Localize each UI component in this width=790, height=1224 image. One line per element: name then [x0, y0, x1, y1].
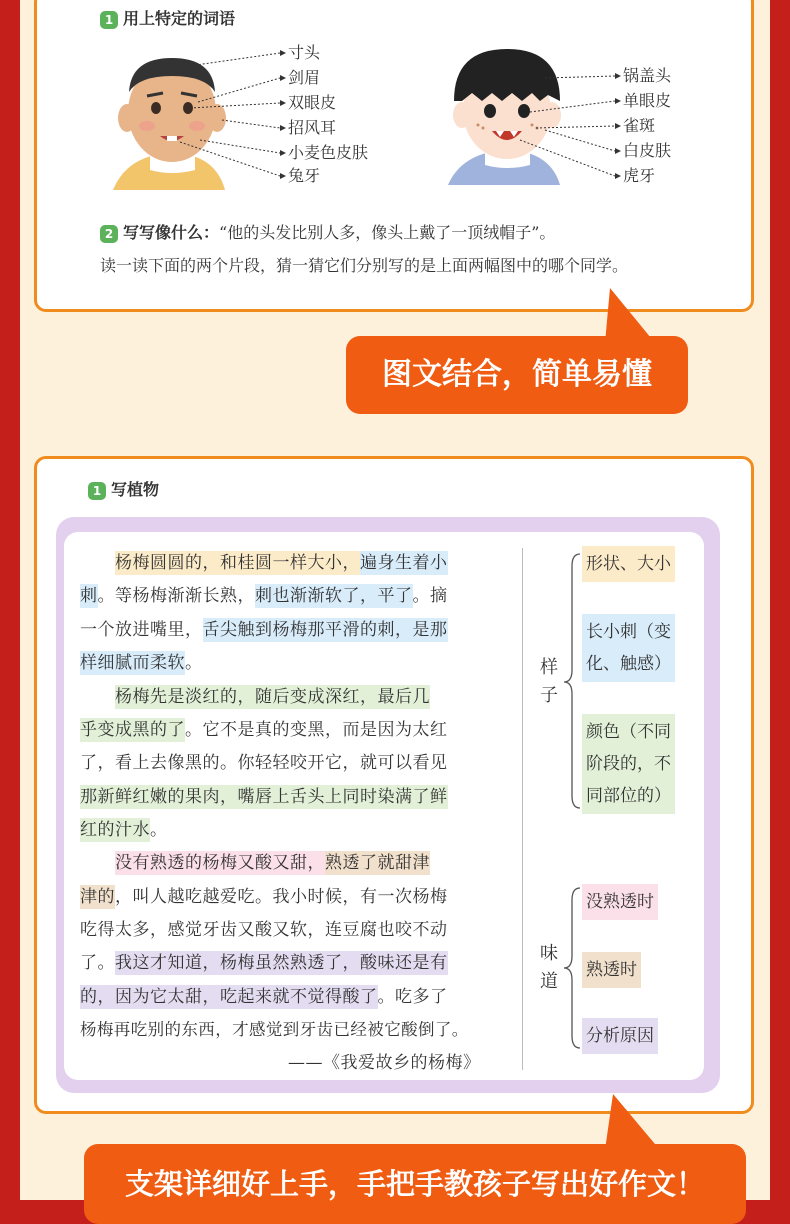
label-shuang-yan-pi: 双眼皮 — [288, 93, 337, 112]
feature-bubble-1: 图文结合，简单易懂 — [346, 336, 688, 414]
side-item-color-1: 颜色（不同 — [582, 714, 675, 748]
label-jian-mei: 剑眉 — [288, 68, 321, 87]
number-badge: 1 — [88, 482, 106, 500]
column-divider — [522, 548, 523, 1070]
side-item-ripe: 熟透时 — [582, 952, 641, 988]
label-guo-gai-tou: 锅盖头 — [623, 66, 672, 85]
question-text: “他的头发比别人多，像头上戴了一顶绒帽子”。 — [219, 223, 556, 242]
number-badge: 2 — [100, 225, 118, 243]
side-item-color-3: 同部位的） — [582, 780, 675, 814]
label-hu-ya: 虎牙 — [623, 166, 656, 185]
passage-line: 样细腻而柔软。 — [80, 653, 203, 673]
passage-line: 没有熟透的杨梅又酸又甜，熟透了就甜津 — [115, 853, 430, 873]
passage-line: 红的汁水。 — [80, 820, 168, 840]
brace-appearance — [560, 552, 584, 812]
side-label-taste: 味道 — [540, 943, 558, 992]
passage-line: 了，看上去像黑的。你轻轻咬开它，就可以看见 — [80, 753, 448, 773]
side-item-reason: 分析原因 — [582, 1018, 658, 1054]
question-title: 写写像什么： — [123, 223, 220, 242]
passage-line: 杨梅再吃别的东西，才感觉到牙齿已经被它酸倒了。 — [80, 1020, 469, 1039]
side-label-appearance: 样子 — [540, 657, 558, 706]
passage-line: 乎变成黑的了。它不是真的变黑，而是因为太红 — [80, 720, 448, 740]
brace-taste — [560, 886, 584, 1052]
label-cun-tou: 寸头 — [288, 43, 321, 62]
passage-line: 津的，叫人越吃越爱吃。我小时候，有一次杨梅 — [80, 887, 448, 907]
label-xiao-mai-se: 小麦色皮肤 — [288, 143, 369, 162]
passage-line: 那新鲜红嫩的果肉，嘴唇上舌头上同时染满了鲜 — [80, 787, 448, 807]
side-item-color-2: 阶段的，不 — [582, 748, 675, 780]
feature-bubble-2: 支架详细好上手，手把手教孩子写出好作文！ — [84, 1144, 746, 1224]
question-2-instruction: 读一读下面的两个片段，猜一猜它们分别写的是上面两幅图中的哪个同学。 — [100, 256, 629, 275]
label-bai-pi-fu: 白皮肤 — [623, 141, 672, 160]
passage-line: 了。我这才知道，杨梅虽然熟透了，酸味还是有 — [80, 953, 448, 973]
label-zhao-feng-er: 招风耳 — [288, 118, 337, 137]
side-item-spines-2: 化、触感） — [582, 648, 675, 682]
passage-line: 一个放进嘴里，舌尖触到杨梅那平滑的刺，是那 — [80, 620, 448, 640]
section-heading-plant — [88, 477, 159, 500]
label-dan-yan-pi: 单眼皮 — [623, 91, 672, 110]
passage-line: 杨梅圆圆的，和桂圆一样大小，遍身生着小 — [115, 553, 448, 573]
heading-text: 写植物 — [111, 480, 160, 499]
heading-text: 用上特定的词语 — [123, 9, 236, 28]
passage-line: 杨梅先是淡红的，随后变成深红，最后几 — [115, 687, 430, 707]
side-item-shape: 形状、大小 — [582, 546, 675, 582]
passage-source: ——《我爱故乡的杨梅》 — [288, 1053, 481, 1073]
passage-line: 的，因为它太甜，吃起来就不觉得酸了。吃多了 — [80, 987, 448, 1007]
question-2 — [100, 220, 555, 243]
side-item-unripe: 没熟透时 — [582, 884, 658, 920]
side-item-spines-1: 长小刺（变 — [582, 614, 675, 648]
number-badge: 1 — [100, 11, 118, 29]
label-tu-ya: 兔牙 — [288, 166, 321, 185]
passage-line: 刺。等杨梅渐渐长熟，刺也渐渐软了，平了。摘 — [80, 586, 448, 606]
pointer-lines — [0, 0, 790, 200]
label-que-ban: 雀斑 — [623, 116, 656, 135]
passage-line: 吃得太多，感觉牙齿又酸又软，连豆腐也咬不动 — [80, 920, 448, 940]
